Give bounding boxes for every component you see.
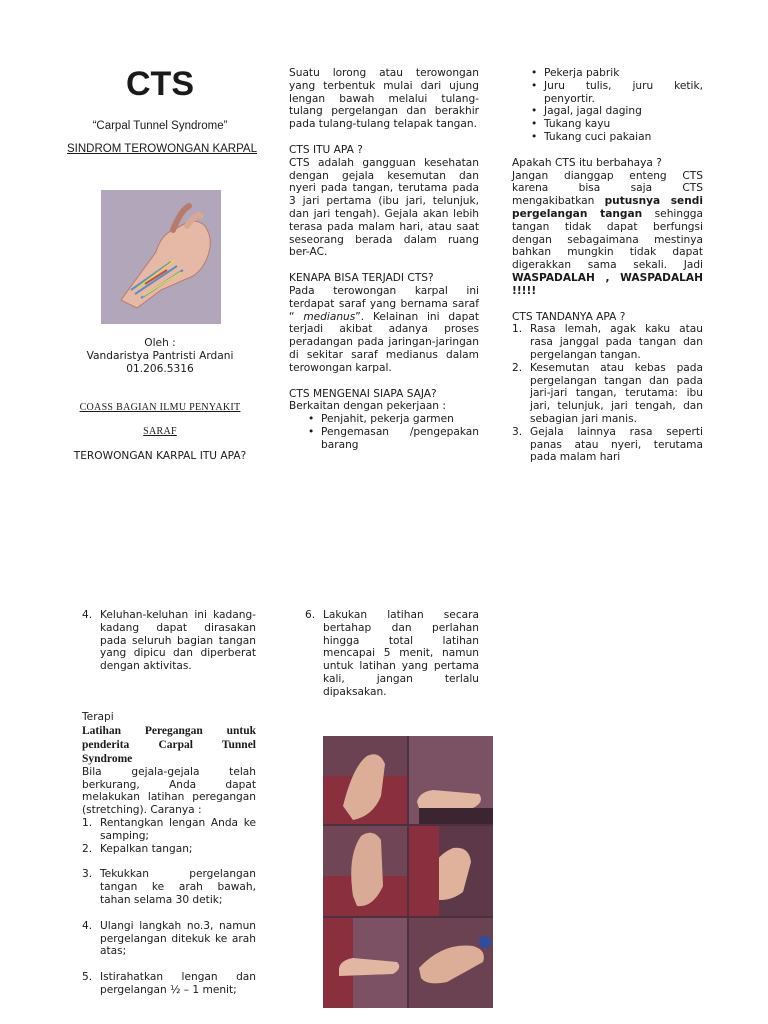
who-heading: CTS MENGENAI SIAPA SAJA?	[289, 387, 437, 400]
why-heading: KENAPA BISA TERJADI CTS?	[289, 272, 434, 285]
list-item: 1. Rasa lemah, agak kaku atau rasa janggal pada tangan dan pergelangan tangan.	[512, 323, 703, 361]
signs-heading: CTS TANDANYA APA ?	[512, 310, 626, 323]
coass-line-1: COASS BAGIAN ILMU PENYAKIT	[79, 402, 241, 413]
step-6	[305, 609, 479, 699]
author-name: Vandaristya Pantristi Ardani	[86, 350, 234, 362]
stretching-photos	[323, 736, 493, 1008]
author-label: Oleh :	[144, 337, 176, 349]
list-item: 3. Tekukkan pergelangan tangan ke arah bawah, tahan selama 30 detik;	[82, 868, 256, 906]
danger-emphasis: putusnya sendi pergelangan tangan	[512, 195, 703, 220]
danger-paragraph: Jangan dianggap enteng CTS karena bisa saja CTS mengakibatkan putusnya sendi pergelangan tangan sehingga tangan tidak dapat berfungsi dengan sebagaimana mestinya bahkan mungkin tidak dapat digerakkan sama sekali. Jadi WASPADALAH , WASPADALAH !!!!!	[512, 169, 704, 297]
column-2	[289, 67, 479, 452]
therapy-label: Terapi	[82, 711, 114, 723]
list-item: 2. Kepalkan tangan;	[82, 842, 193, 855]
warning-text: WASPADALAH , WASPADALAH !!!!!	[512, 271, 703, 297]
list-item: • Pengemasan /pengepakan barang	[305, 426, 479, 452]
list-item: 1. Rentangkan lengan Anda ke samping;	[82, 816, 256, 842]
nerve-name: medianus	[294, 310, 356, 323]
list-item: 3. Gejala lainnya rasa seperti panas atau nyeri, terutama pada malam hari	[512, 425, 703, 464]
subtitle-indonesian: SINDROM TEROWONGAN KARPAL	[67, 143, 257, 155]
occupation-list-continued	[512, 67, 703, 144]
page-title: CTS	[126, 65, 194, 103]
list-item: • Pekerja pabrik	[528, 67, 703, 80]
section-question: TEROWONGAN KARPAL ITU APA?	[73, 450, 247, 462]
list-item: • Jagal, jagal daging	[528, 105, 703, 118]
list-item: • Tukang cuci pakaian	[528, 131, 703, 144]
exercise-title: Latihan Peregangan untuk penderita Carpal Tunnel Syndrome	[82, 724, 256, 765]
danger-question: Apakah CTS itu berbahaya ?	[512, 156, 662, 169]
what-paragraph: CTS adalah gangguan kesehatan dengan gejala kesemutan dan nyeri pada tangan, terutama pada 3 jari pertama (ibu jari, telunjuk, dan jari tengah). Gejala akan lebih terasa pada malam hari, atau saat seseorang berada dalam ruang ber-AC.	[289, 156, 479, 259]
exercise-intro: Bila gejala-gejala telah berkurang, Anda dapat melakukan latihan peregangan (stretching). Caranya :	[82, 765, 256, 817]
author-id: 01.206.5316	[126, 363, 194, 375]
list-item: • Juru tulis, juru ketik, penyortir.	[528, 80, 703, 106]
list-item: 4. Keluhan-keluhan ini kadang-kadang dapat dirasakan pada seluruh bagian tangan yang dipicu dan diperberat dengan aktivitas.	[82, 609, 256, 673]
occupation-list	[289, 413, 479, 451]
stretching-exercise-images	[323, 736, 493, 1008]
subtitle-english: “Carpal Tunnel Syndrome”	[92, 120, 228, 132]
coass-line-2: SARAF	[143, 426, 177, 437]
list-item: 4. Ulangi langkah no.3, namun pergelangan ditekuk ke arah atas;	[82, 919, 256, 958]
list-item: • Tukang kayu	[528, 118, 703, 131]
list-item: 2. Kesemutan atau kebas pada pergelangan tangan dan pada jari-jari tangan, terutama: ibu jari, telunjuk, jari tengah, dan sebagian jari manis.	[512, 361, 703, 425]
who-intro: Berkaitan dengan pekerjaan :	[289, 400, 446, 413]
list-item: 5. Istirahatkan lengan dan pergelangan ½ – 1 menit;	[82, 971, 256, 996]
signs-list	[512, 323, 703, 464]
why-paragraph: Pada terowongan karpal ini terdapat saraf yang bernama saraf “ medianus”. Kelainan ini dapat terjadi akibat adanya proses peradangan pada jaringan-jaringan di sekitar saraf medianus dalam terowongan karpal.	[289, 284, 479, 374]
list-item: • Penjahit, pekerja garmen	[305, 413, 479, 426]
list-item: 6. Lakukan latihan secara bertahap dan perlahan hingga total latihan mencapai 5 menit, namun untuk latihan yang pertama kali, jangan terlalu dipaksakan.	[305, 609, 479, 698]
column-3	[512, 67, 703, 464]
signs-list-continued	[82, 609, 256, 673]
carpal-tunnel-hand-image	[101, 190, 221, 324]
hand-illustration	[101, 190, 221, 324]
intro-paragraph: Suatu lorong atau terowongan yang terbentuk mulai dari ujung lengan bawah melalui tulang-tulang pergelangan dan berakhir pada tulang-tulang telapak tangan.	[289, 67, 479, 131]
therapy-section	[82, 711, 256, 997]
what-heading: CTS ITU APA ?	[289, 143, 363, 156]
